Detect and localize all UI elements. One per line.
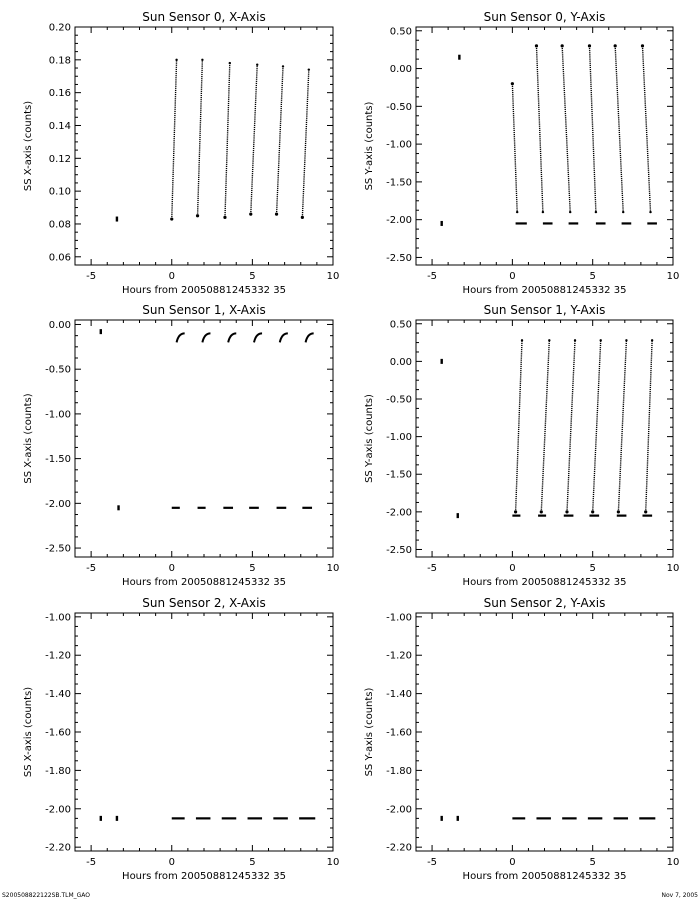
- data-point-cluster: [457, 816, 459, 821]
- data-pass-end: [600, 339, 602, 341]
- x-tick-label: 5: [589, 271, 596, 282]
- x-tick-label: -5: [427, 271, 438, 282]
- data-pass-start: [223, 216, 226, 219]
- data-pass-end: [282, 65, 284, 67]
- data-pass-end: [229, 62, 231, 64]
- data-pass-end: [542, 211, 544, 213]
- data-pass-end: [649, 211, 651, 213]
- y-axis-label: SS Y-axis (counts): [364, 101, 375, 191]
- x-tick-label: -5: [427, 857, 438, 868]
- data-marks: [116, 59, 310, 222]
- data-pass-start: [588, 44, 591, 47]
- data-pass-start: [565, 510, 568, 513]
- x-tick-label: 5: [589, 857, 596, 868]
- data-point-cluster: [441, 359, 443, 364]
- x-tick-label: 5: [249, 857, 256, 868]
- data-pass-streak: [615, 46, 623, 212]
- x-tick-label: 0: [168, 563, 175, 574]
- data-pass-streak: [198, 60, 203, 216]
- data-pass-end: [516, 211, 518, 213]
- y-tick-label: -2.00: [45, 804, 71, 816]
- x-tick-label: 10: [666, 563, 680, 574]
- data-marks: [100, 816, 316, 821]
- x-tick-label: 10: [666, 271, 680, 282]
- x-axis-label: Hours from 20050881245332 35: [462, 577, 627, 588]
- y-tick-label: -2.00: [386, 507, 412, 519]
- x-tick-label: -5: [86, 271, 97, 282]
- x-tick-label: -5: [86, 563, 97, 574]
- y-tick-label: -2.00: [386, 215, 412, 227]
- data-pass-end: [651, 339, 653, 341]
- plot-frame: [416, 613, 673, 851]
- data-point-cluster: [116, 816, 118, 821]
- y-tick-label: 0.08: [48, 219, 71, 231]
- data-pass-end: [521, 339, 523, 341]
- y-tick-label: -2.50: [386, 544, 412, 556]
- data-pass-start: [617, 510, 620, 513]
- x-tick-label: 10: [326, 563, 340, 574]
- y-tick-label: 0.10: [48, 186, 71, 198]
- y-tick-label: -1.00: [45, 409, 71, 421]
- y-axis-label: SS X-axis (counts): [23, 393, 34, 484]
- data-pass-start: [275, 213, 278, 216]
- y-tick-label: 0.00: [389, 64, 412, 76]
- data-point-cluster: [441, 221, 443, 226]
- x-axis-label: Hours from 20050881245332 35: [122, 285, 286, 296]
- data-arc: [306, 333, 314, 342]
- y-tick-label: 0.06: [48, 252, 71, 264]
- data-pass-streak: [541, 340, 549, 512]
- data-marks: [441, 339, 654, 518]
- data-pass-start: [535, 44, 538, 47]
- x-tick-label: 0: [509, 271, 516, 282]
- data-pass-end: [595, 211, 597, 213]
- chart-panel-ss0y: [364, 10, 679, 296]
- plot-frame: [416, 27, 673, 265]
- y-tick-label: 0.50: [389, 319, 412, 331]
- data-arc: [280, 333, 288, 342]
- x-tick-label: 0: [509, 857, 516, 868]
- x-tick-label: -5: [86, 857, 97, 868]
- y-tick-label: -1.40: [45, 689, 71, 701]
- y-tick-label: -2.50: [45, 543, 71, 555]
- chart-panels: [23, 10, 679, 882]
- data-pass-end: [569, 211, 571, 213]
- data-pass-streak: [251, 65, 257, 214]
- data-pass-end: [548, 339, 550, 341]
- y-tick-label: 0.14: [48, 120, 71, 132]
- chart-panel-ss2y: [364, 596, 679, 882]
- y-tick-label: 0.00: [389, 356, 412, 368]
- y-tick-label: -1.60: [45, 727, 71, 739]
- data-arc: [177, 333, 185, 342]
- y-tick-label: -0.50: [45, 364, 71, 376]
- chart-title: Sun Sensor 2, X-Axis: [142, 596, 266, 610]
- chart-title: Sun Sensor 1, X-Axis: [142, 303, 266, 317]
- data-pass-start: [540, 510, 543, 513]
- data-pass-start: [614, 44, 617, 47]
- y-tick-label: -1.00: [386, 612, 412, 624]
- x-tick-label: 10: [326, 271, 340, 282]
- x-axis-label: Hours from 20050881245332 35: [462, 871, 627, 882]
- y-tick-label: 0.50: [389, 26, 412, 38]
- data-point-cluster: [441, 816, 443, 821]
- data-pass-start: [561, 44, 564, 47]
- data-point-cluster: [117, 505, 119, 510]
- x-axis-label: Hours from 20050881245332 35: [462, 285, 627, 296]
- y-axis-label: SS X-axis (counts): [23, 100, 34, 192]
- y-axis-label: SS Y-axis (counts): [364, 687, 375, 777]
- plot-frame: [75, 27, 333, 265]
- y-tick-label: -1.50: [45, 454, 71, 466]
- data-pass-start: [196, 214, 199, 217]
- data-pass-streak: [618, 340, 626, 512]
- x-tick-label: 0: [168, 271, 175, 282]
- y-tick-label: 0.18: [48, 55, 71, 67]
- y-tick-label: -0.50: [386, 101, 412, 113]
- plot-frame: [75, 320, 333, 557]
- data-arc: [254, 333, 262, 342]
- data-pass-streak: [225, 63, 230, 217]
- data-marks: [100, 329, 314, 510]
- y-axis-label: SS Y-axis (counts): [364, 394, 375, 483]
- data-pass-streak: [593, 340, 601, 512]
- data-point-cluster: [116, 217, 118, 222]
- x-tick-label: 0: [509, 563, 516, 574]
- plot-frame: [75, 613, 333, 851]
- data-pass-start: [641, 44, 644, 47]
- data-pass-end: [256, 64, 258, 66]
- data-pass-start: [301, 216, 304, 219]
- y-tick-label: 0.00: [48, 319, 71, 331]
- y-axis-label: SS X-axis (counts): [23, 686, 34, 778]
- data-pass-streak: [512, 84, 517, 212]
- y-tick-label: 0.12: [48, 153, 71, 165]
- chart-title: Sun Sensor 2, Y-Axis: [483, 596, 606, 610]
- data-arc: [228, 333, 236, 342]
- data-point-cluster: [100, 329, 102, 334]
- y-tick-label: -2.00: [386, 804, 412, 816]
- y-tick-label: -1.80: [386, 765, 412, 777]
- data-marks: [441, 44, 657, 226]
- x-tick-label: 5: [589, 563, 596, 574]
- data-pass-start: [591, 510, 594, 513]
- y-tick-label: 0.20: [48, 22, 71, 34]
- y-tick-label: -1.80: [45, 765, 71, 777]
- y-tick-label: -2.00: [45, 498, 71, 510]
- data-pass-end: [625, 339, 627, 341]
- data-pass-streak: [536, 46, 542, 212]
- chart-title: Sun Sensor 0, X-Axis: [142, 10, 266, 24]
- x-tick-label: 10: [666, 857, 680, 868]
- data-pass-start: [514, 510, 517, 513]
- data-pass-streak: [302, 70, 308, 218]
- y-tick-label: -2.20: [45, 842, 71, 854]
- chart-panel-ss0x: [23, 10, 339, 296]
- chart-title: Sun Sensor 1, Y-Axis: [483, 303, 606, 317]
- data-point-cluster: [100, 816, 102, 821]
- data-marks: [441, 816, 656, 821]
- x-tick-label: 0: [168, 857, 175, 868]
- chart-title: Sun Sensor 0, Y-Axis: [483, 10, 606, 24]
- x-tick-label: 5: [249, 271, 256, 282]
- y-tick-label: -1.00: [45, 612, 71, 624]
- x-axis-label: Hours from 20050881245332 35: [122, 871, 286, 882]
- chart-panel-ss1x: [23, 303, 339, 588]
- data-pass-streak: [172, 60, 177, 219]
- y-tick-label: -1.40: [386, 689, 412, 701]
- data-pass-end: [622, 211, 624, 213]
- data-pass-streak: [646, 340, 652, 512]
- y-tick-label: -2.50: [386, 252, 412, 264]
- data-arc: [202, 333, 210, 342]
- chart-panel-ss1y: [364, 303, 679, 588]
- data-pass-end: [574, 339, 576, 341]
- y-tick-label: -1.50: [386, 469, 412, 481]
- data-point-cluster: [458, 55, 460, 60]
- data-pass-streak: [516, 340, 522, 512]
- data-pass-start: [170, 217, 173, 220]
- x-tick-label: 10: [326, 857, 340, 868]
- data-point-cluster: [457, 513, 459, 518]
- data-pass-streak: [562, 46, 570, 212]
- y-tick-label: -1.20: [45, 650, 71, 662]
- data-pass-streak: [589, 46, 595, 212]
- plot-frame: [416, 320, 673, 557]
- data-pass-end: [201, 59, 203, 61]
- footer-right-label: Nov 7, 2005: [661, 892, 698, 899]
- y-tick-label: -0.50: [386, 394, 412, 406]
- y-tick-label: -1.00: [386, 139, 412, 151]
- chart-panel-ss2x: [23, 596, 339, 882]
- x-axis-label: Hours from 20050881245332 35: [122, 577, 286, 588]
- data-pass-end: [175, 59, 177, 61]
- data-pass-streak: [277, 66, 283, 214]
- footer-left-label: S200508822122SB.TLM_GAO: [2, 892, 91, 899]
- y-tick-label: -1.50: [386, 177, 412, 189]
- y-tick-label: -1.60: [386, 727, 412, 739]
- data-pass-streak: [567, 340, 575, 512]
- data-pass-end: [308, 68, 310, 70]
- x-tick-label: 5: [249, 563, 256, 574]
- y-tick-label: -1.00: [386, 432, 412, 444]
- y-tick-label: -1.20: [386, 650, 412, 662]
- data-pass-start: [511, 82, 514, 85]
- data-pass-start: [644, 510, 647, 513]
- x-tick-label: -5: [427, 563, 438, 574]
- y-tick-label: 0.16: [48, 88, 71, 100]
- data-pass-streak: [642, 46, 650, 212]
- y-tick-label: -2.20: [386, 842, 412, 854]
- data-pass-start: [249, 213, 252, 216]
